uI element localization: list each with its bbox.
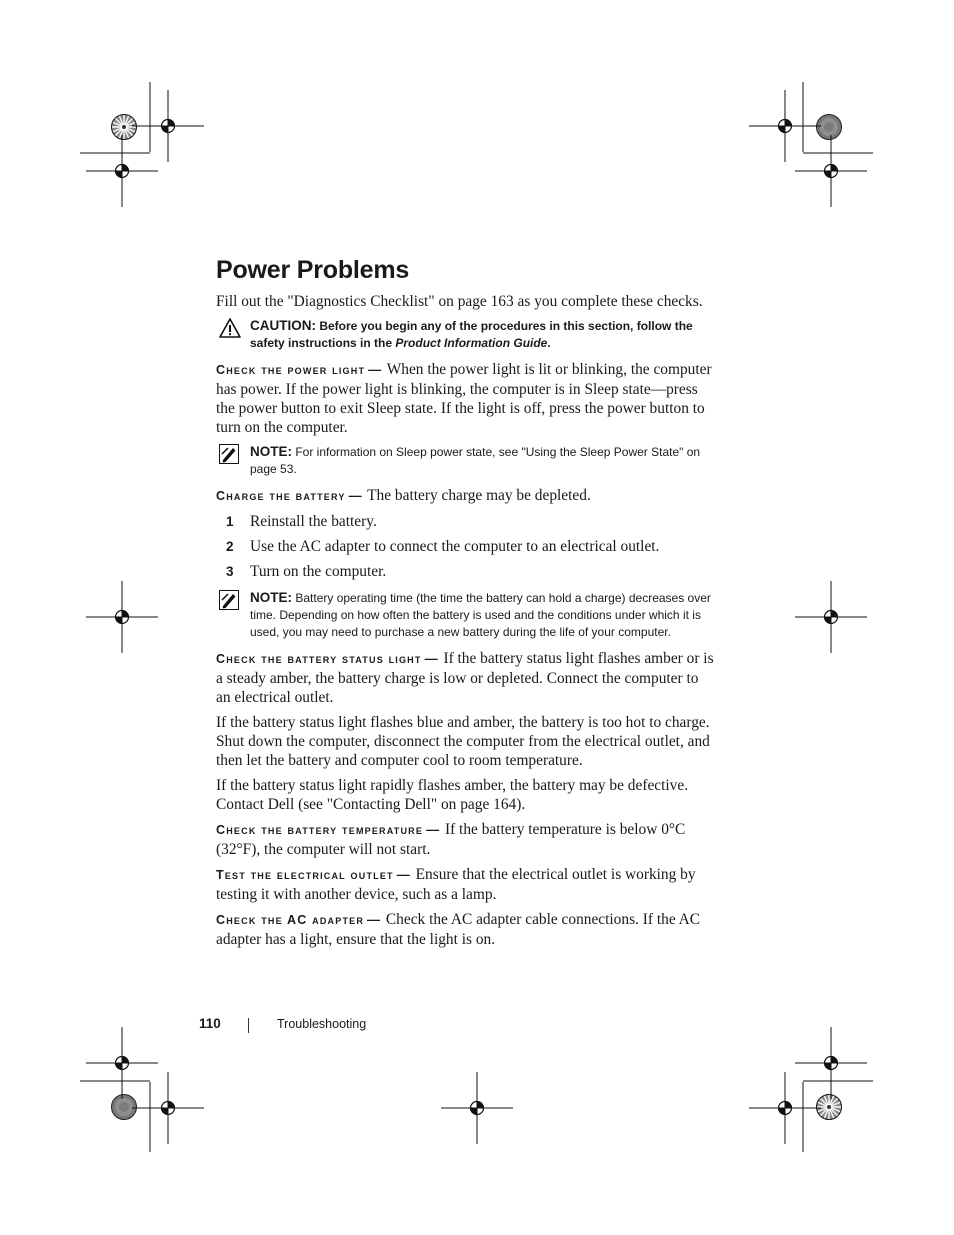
check-power-light-paragraph — [216, 360, 716, 437]
page-title: Power Problems — [216, 256, 410, 284]
page-content — [216, 256, 716, 955]
note-label: NOTE: — [250, 590, 292, 605]
note-label: NOTE: — [250, 444, 292, 459]
heading-dash: — — [368, 362, 382, 377]
footer-divider — [248, 1018, 249, 1033]
note-text: For information on Sleep power state, see "Using the Sleep Power State" on page 53. — [250, 445, 701, 476]
note-text: Battery operating time (the time the battery can hold a charge) decreases over time. Depending on how often the battery is used and the conditions under which it is used, you may need to purchase a new battery during the life of your computer. — [250, 591, 711, 639]
battery-status-heading: Check the battery status light — [216, 652, 422, 666]
battery-life-note — [216, 589, 716, 641]
check-power-light-text: When the power light is lit or blinking, the computer has power. If the power light is blinking, the computer is in Sleep state—press the power button to exit Sleep state. If the light is off, press the power button to turn on the computer. — [216, 361, 712, 436]
ac-adapter-heading: Check the AC adapter — [216, 913, 365, 927]
charge-battery-paragraph — [216, 486, 716, 506]
step-number: 1 — [226, 514, 234, 529]
battery-status-paragraph — [216, 649, 716, 707]
caution-text-end: . — [547, 336, 551, 350]
step-text: Use the AC adapter to connect the computer to an electrical outlet. — [250, 538, 660, 555]
charge-battery-heading: Charge the battery — [216, 489, 346, 503]
caution-notice — [216, 317, 716, 352]
intro-paragraph: Fill out the "Diagnostics Checklist" on page 163 as you complete these checks. — [216, 293, 703, 310]
battery-temperature-text: If the battery temperature is below 0°C (32°F), the computer will not start. — [216, 821, 686, 858]
step-text: Turn on the computer. — [250, 563, 387, 580]
blue-amber-paragraph: If the battery status light flashes blue and amber, the battery is too hot to charge. Shut down the computer, disconnect the computer from the electrical outlet, and then let the battery and computer cool to room temperature. — [216, 714, 710, 769]
check-power-light-heading: Check the power light — [216, 363, 366, 377]
electrical-outlet-heading: Test the electrical outlet — [216, 868, 394, 882]
electrical-outlet-text: Ensure that the electrical outlet is working by testing it with another device, such as a lamp. — [216, 866, 696, 903]
heading-dash: — — [367, 912, 381, 927]
ac-adapter-paragraph — [216, 910, 716, 949]
charge-battery-text: The battery charge may be depleted. — [367, 487, 591, 504]
sleep-note — [216, 443, 716, 478]
heading-dash: — — [396, 867, 410, 882]
step-number: 2 — [226, 539, 234, 554]
list-item — [216, 537, 716, 556]
rapid-flash-paragraph: If the battery status light rapidly flashes amber, the battery may be defective. Contact Dell (see "Contacting Dell" on page 164). — [216, 777, 689, 813]
note-pencil-icon — [219, 590, 239, 615]
caution-guide-title: Product Information Guide — [395, 336, 548, 350]
step-number: 3 — [226, 564, 234, 579]
footer-section-title: Troubleshooting — [277, 1017, 367, 1031]
caution-text: Before you begin any of the procedures in this section, follow the safety instructions in the — [250, 319, 693, 350]
caution-label: CAUTION: — [250, 318, 316, 333]
note-pencil-icon — [219, 444, 239, 469]
list-item — [216, 562, 716, 581]
heading-dash: — — [424, 651, 438, 666]
step-text: Reinstall the battery. — [250, 513, 377, 530]
heading-dash: — — [348, 488, 362, 503]
electrical-outlet-paragraph — [216, 865, 716, 904]
battery-temperature-paragraph — [216, 820, 716, 859]
battery-status-text: If the battery status light flashes amber or is a steady amber, the battery charge is low or depleted. Connect the computer to an electrical outlet. — [216, 650, 714, 706]
charge-steps-list — [216, 512, 716, 581]
ac-adapter-text: Check the AC adapter cable connections. If the AC adapter has a light, ensure that the light is on. — [216, 911, 701, 948]
caution-triangle-icon — [219, 318, 241, 343]
battery-temperature-heading: Check the battery temperature — [216, 823, 424, 837]
page-number: 110 — [199, 1016, 221, 1031]
heading-dash: — — [426, 822, 440, 837]
list-item — [216, 512, 716, 531]
